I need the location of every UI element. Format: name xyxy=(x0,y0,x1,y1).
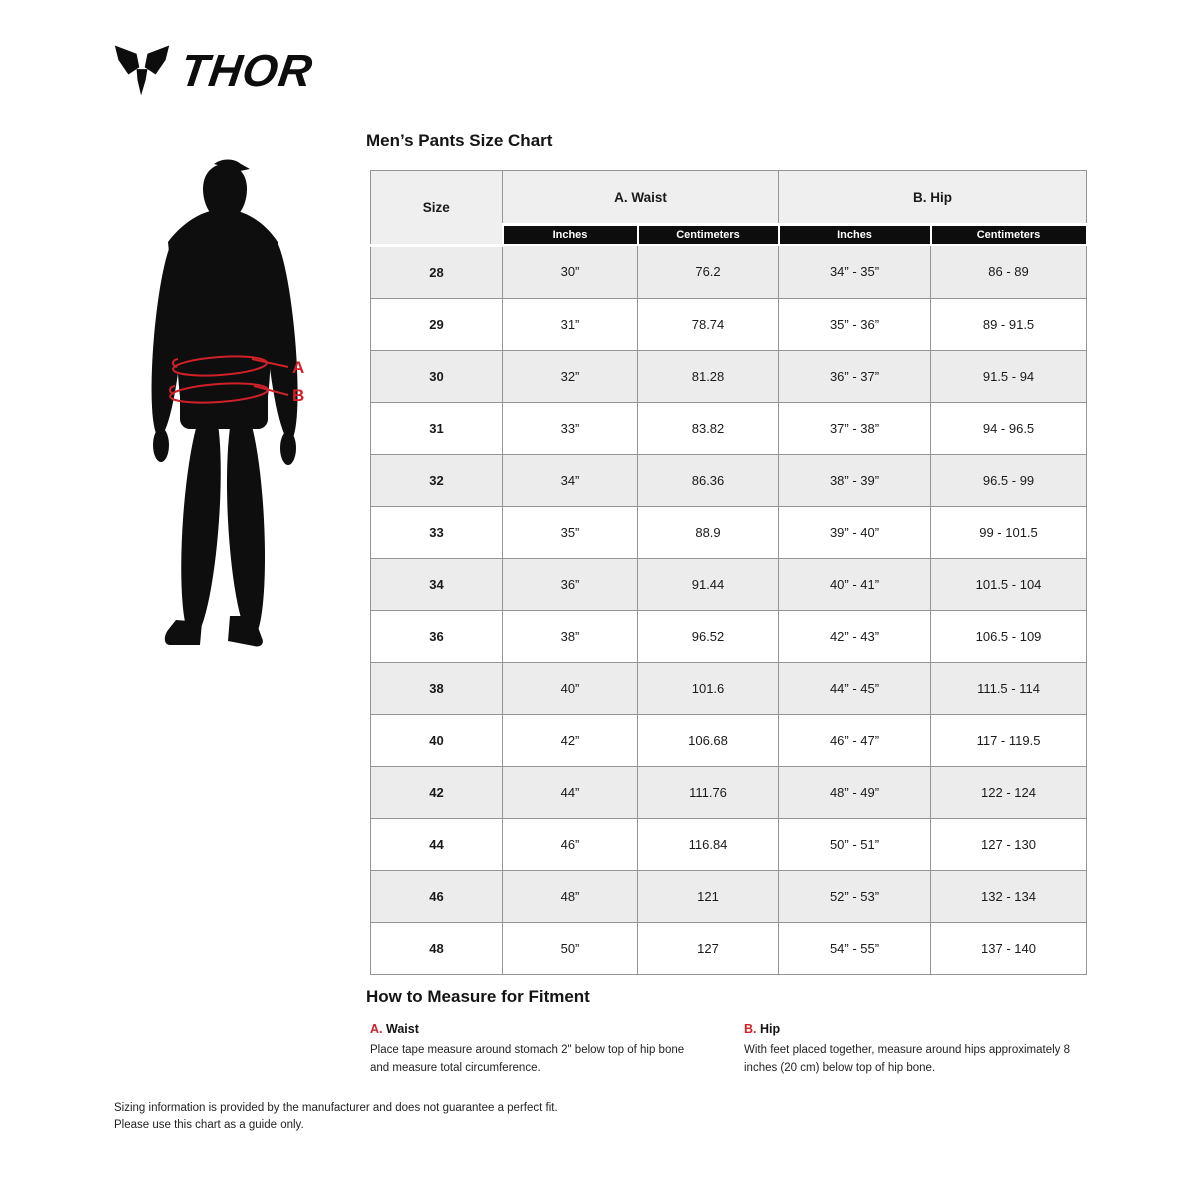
hip-centimeters-cell: 137 - 140 xyxy=(931,922,1087,974)
size-cell: 32 xyxy=(371,454,503,506)
size-cell: 42 xyxy=(371,766,503,818)
hip-centimeters-cell: 106.5 - 109 xyxy=(931,610,1087,662)
table-row xyxy=(371,245,1087,298)
hip-inches-cell: 44” - 45” xyxy=(779,662,931,714)
waist-inches-cell: 44” xyxy=(503,766,638,818)
waist-centimeters-cell: 78.74 xyxy=(638,298,779,350)
size-cell: 28 xyxy=(371,245,503,298)
measure-instructions-hip xyxy=(744,1022,1099,1078)
thor-wordmark: THOR xyxy=(177,44,317,96)
size-cell: 33 xyxy=(371,506,503,558)
column-header-size: Size xyxy=(371,171,503,246)
hip-centimeters-cell: 117 - 119.5 xyxy=(931,714,1087,766)
size-cell: 38 xyxy=(371,662,503,714)
table-row xyxy=(371,610,1087,662)
waist-centimeters-cell: 127 xyxy=(638,922,779,974)
size-cell: 36 xyxy=(371,610,503,662)
subheader-waist-centimeters: Centimeters xyxy=(638,225,779,246)
waist-centimeters-cell: 81.28 xyxy=(638,350,779,402)
waist-centimeters-cell: 101.6 xyxy=(638,662,779,714)
subheader-waist-inches: Inches xyxy=(503,225,638,246)
size-cell: 40 xyxy=(371,714,503,766)
disclaimer-line-2: Please use this chart as a guide only. xyxy=(114,1119,304,1132)
hip-inches-cell: 35” - 36” xyxy=(779,298,931,350)
hip-inches-cell: 34” - 35” xyxy=(779,245,931,298)
hip-centimeters-cell: 132 - 134 xyxy=(931,870,1087,922)
hip-inches-cell: 48” - 49” xyxy=(779,766,931,818)
size-cell: 30 xyxy=(371,350,503,402)
table-row xyxy=(371,402,1087,454)
hip-inches-cell: 42” - 43” xyxy=(779,610,931,662)
waist-label-a: A xyxy=(292,358,305,377)
waist-inches-cell: 30” xyxy=(503,245,638,298)
disclaimer-line-1: Sizing information is provided by the manufacturer and does not guarantee a perfect fit. xyxy=(114,1102,558,1114)
waist-inches-cell: 34” xyxy=(503,454,638,506)
waist-inches-cell: 46” xyxy=(503,818,638,870)
hip-inches-cell: 36” - 37” xyxy=(779,350,931,402)
waist-inches-cell: 38” xyxy=(503,610,638,662)
waist-inches-cell: 48” xyxy=(503,870,638,922)
size-table xyxy=(370,170,1088,975)
table-row xyxy=(371,818,1087,870)
waist-inches-cell: 40” xyxy=(503,662,638,714)
measure-instructions-waist xyxy=(370,1022,705,1078)
hip-inches-cell: 46” - 47” xyxy=(779,714,931,766)
hip-centimeters-cell: 122 - 124 xyxy=(931,766,1087,818)
waist-centimeters-cell: 96.52 xyxy=(638,610,779,662)
size-table-header xyxy=(371,171,1087,246)
hip-label-b: B xyxy=(292,386,305,405)
subheader-hip-centimeters: Centimeters xyxy=(931,225,1087,246)
measure-hip-name: Hip xyxy=(759,1022,781,1036)
male-silhouette xyxy=(148,152,338,652)
waist-centimeters-cell: 88.9 xyxy=(638,506,779,558)
size-cell: 34 xyxy=(371,558,503,610)
sizing-disclaimer xyxy=(114,1100,558,1135)
waist-centimeters-cell: 116.84 xyxy=(638,818,779,870)
thor-horns-icon xyxy=(113,42,171,98)
hip-inches-cell: 50” - 51” xyxy=(779,818,931,870)
waist-inches-cell: 32” xyxy=(503,350,638,402)
measure-waist-title xyxy=(370,1022,705,1036)
waist-inches-cell: 36” xyxy=(503,558,638,610)
column-group-waist: A. Waist xyxy=(503,171,779,225)
table-row xyxy=(371,922,1087,974)
size-cell: 46 xyxy=(371,870,503,922)
hip-inches-cell: 37” - 38” xyxy=(779,402,931,454)
waist-inches-cell: 50” xyxy=(503,922,638,974)
hip-centimeters-cell: 91.5 - 94 xyxy=(931,350,1087,402)
measure-waist-text: Place tape measure around stomach 2" below top of hip bone and measure total circumference. xyxy=(370,1044,685,1074)
waist-centimeters-cell: 106.68 xyxy=(638,714,779,766)
table-row xyxy=(371,714,1087,766)
table-row xyxy=(371,454,1087,506)
hip-centimeters-cell: 99 - 101.5 xyxy=(931,506,1087,558)
hip-centimeters-cell: 96.5 - 99 xyxy=(931,454,1087,506)
size-cell: 44 xyxy=(371,818,503,870)
hip-centimeters-cell: 94 - 96.5 xyxy=(931,402,1087,454)
size-cell: 29 xyxy=(371,298,503,350)
hip-centimeters-cell: 127 - 130 xyxy=(931,818,1087,870)
hip-inches-cell: 54” - 55” xyxy=(779,922,931,974)
waist-inches-cell: 35” xyxy=(503,506,638,558)
subheader-hip-inches: Inches xyxy=(779,225,931,246)
waist-centimeters-cell: 86.36 xyxy=(638,454,779,506)
hip-inches-cell: 52” - 53” xyxy=(779,870,931,922)
table-row xyxy=(371,766,1087,818)
waist-centimeters-cell: 121 xyxy=(638,870,779,922)
waist-centimeters-cell: 83.82 xyxy=(638,402,779,454)
how-to-measure-heading: How to Measure for Fitment xyxy=(366,987,590,1006)
page-title: Men’s Pants Size Chart xyxy=(366,131,553,150)
table-row xyxy=(371,298,1087,350)
size-cell: 48 xyxy=(371,922,503,974)
measure-hip-title xyxy=(744,1022,1099,1036)
hip-centimeters-cell: 101.5 - 104 xyxy=(931,558,1087,610)
body-silhouette xyxy=(148,160,304,647)
table-row xyxy=(371,350,1087,402)
hip-inches-cell: 40” - 41” xyxy=(779,558,931,610)
table-row xyxy=(371,558,1087,610)
hip-centimeters-cell: 89 - 91.5 xyxy=(931,298,1087,350)
waist-inches-cell: 31” xyxy=(503,298,638,350)
size-cell: 31 xyxy=(371,402,503,454)
waist-inches-cell: 33” xyxy=(503,402,638,454)
thor-logo xyxy=(113,42,317,98)
hip-centimeters-cell: 111.5 - 114 xyxy=(931,662,1087,714)
measure-hip-text: With feet placed together, measure around hips approximately 8 inches (20 cm) below top of hip bone. xyxy=(744,1044,1071,1074)
column-group-hip: B. Hip xyxy=(779,171,1087,225)
waist-centimeters-cell: 111.76 xyxy=(638,766,779,818)
hip-inches-cell: 38” - 39” xyxy=(779,454,931,506)
table-row xyxy=(371,506,1087,558)
waist-centimeters-cell: 91.44 xyxy=(638,558,779,610)
hip-inches-cell: 39” - 40” xyxy=(779,506,931,558)
waist-centimeters-cell: 76.2 xyxy=(638,245,779,298)
measure-hip-letter: B. xyxy=(744,1022,757,1036)
table-row xyxy=(371,870,1087,922)
measure-waist-letter: A. xyxy=(370,1022,383,1036)
measure-waist-name: Waist xyxy=(385,1022,419,1036)
hip-centimeters-cell: 86 - 89 xyxy=(931,245,1087,298)
table-row xyxy=(371,662,1087,714)
waist-inches-cell: 42” xyxy=(503,714,638,766)
size-table-body xyxy=(371,245,1087,974)
